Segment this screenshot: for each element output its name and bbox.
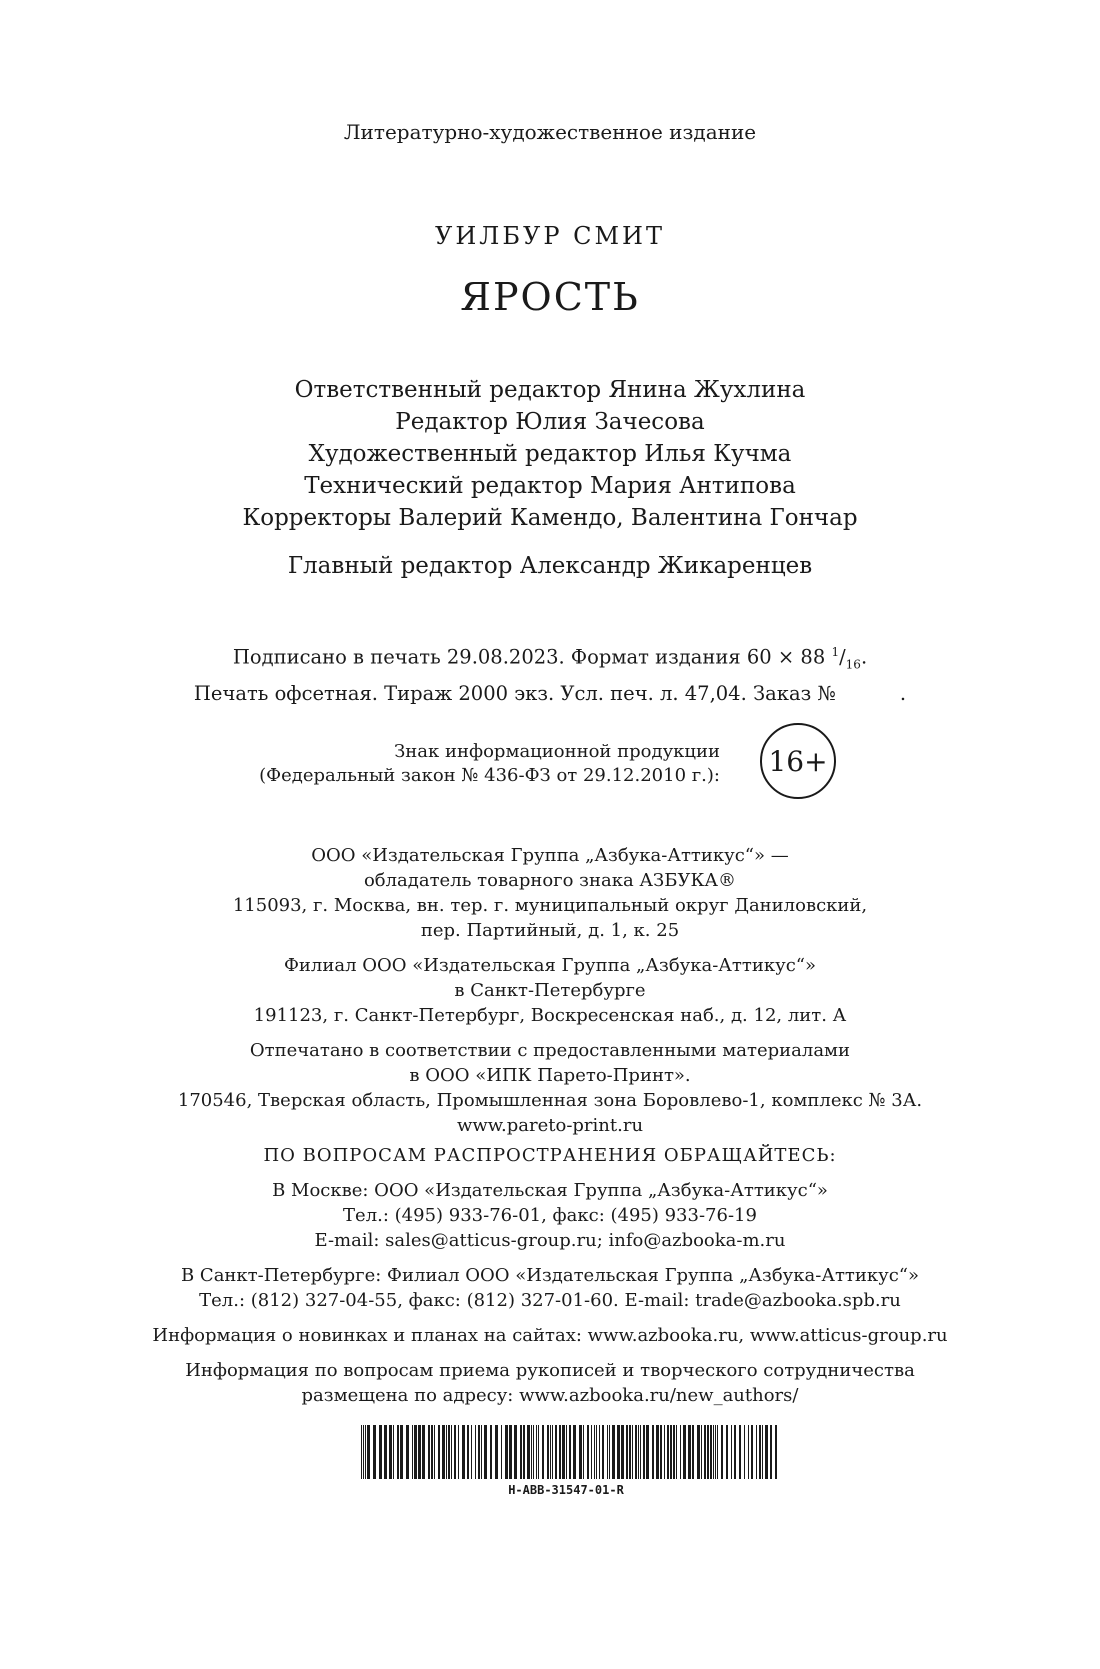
barcode-bar <box>621 1425 624 1479</box>
barcode-bar <box>607 1425 608 1479</box>
publisher-line: пер. Партийный, д. 1, к. 25 <box>420 920 680 941</box>
barcode-bar <box>501 1425 502 1479</box>
barcode-bar <box>555 1425 557 1479</box>
barcode-bar <box>547 1425 549 1479</box>
barcode-bar <box>438 1425 440 1479</box>
spb-contact-line: В Санкт-Петербурге: Филиал ООО «Издательская Группа „Азбука-Аттикус“» <box>180 1265 920 1286</box>
imprint-line-2 <box>0 679 1100 708</box>
barcode-bar <box>562 1425 565 1479</box>
credits-list <box>0 374 1100 534</box>
publisher-line: 115093, г. Москва, вн. тер. г. муниципальный округ Даниловский, <box>232 895 868 916</box>
barcode-bar <box>673 1425 675 1479</box>
barcode-bar <box>393 1425 394 1479</box>
barcode-bar <box>643 1425 645 1479</box>
credit-line: Технический редактор Мария Антипова <box>304 473 796 499</box>
barcode-bar <box>704 1425 706 1479</box>
barcode-bar <box>573 1425 576 1479</box>
barcode-bar <box>596 1425 597 1479</box>
barcode-bar <box>599 1425 600 1479</box>
barcode-bar <box>667 1425 669 1479</box>
edition-type: Литературно-художественное издание <box>343 120 757 144</box>
branch-line: Филиал ООО «Издательская Группа „Азбука-Аттикус“» <box>283 955 816 976</box>
barcode-bar <box>602 1425 604 1479</box>
moscow-contact-line: В Москве: ООО «Издательская Группа „Азбука-Аттикус“» <box>272 1180 828 1201</box>
publisher-line: обладатель товарного знака АЗБУКА® <box>363 870 737 891</box>
barcode-bar <box>520 1425 522 1479</box>
barcode-bar <box>379 1425 382 1479</box>
barcode-bar <box>566 1425 567 1479</box>
barcode-bar <box>744 1425 745 1479</box>
barcode-bar <box>559 1425 561 1479</box>
barcode-bar <box>505 1425 508 1479</box>
barcode-bar <box>542 1425 544 1479</box>
info-sign-text <box>259 740 720 788</box>
barcode-bar <box>389 1425 392 1479</box>
barcode-bar <box>467 1425 469 1479</box>
imprint-format-text: Подписано в печать 29.08.2023. Формат издания 60 × 88 <box>232 645 832 669</box>
barcode-bar <box>552 1425 553 1479</box>
barcode-bar <box>531 1425 532 1479</box>
barcode-bar <box>710 1425 712 1479</box>
barcode-bar <box>656 1425 659 1479</box>
barcode-bar <box>680 1425 681 1479</box>
info-sign-line-2: (Федеральный закон № 436-ФЗ от 29.12.2010 г.): <box>259 765 720 786</box>
barcode-bar <box>652 1425 654 1479</box>
barcode-bar <box>471 1425 472 1479</box>
branch-line: 191123, г. Санкт-Петербург, Воскресенская наб., д. 12, лит. А <box>253 1005 847 1026</box>
barcode-bar <box>569 1425 571 1479</box>
barcode-bar <box>770 1425 772 1479</box>
barcode-bar <box>509 1425 512 1479</box>
barcode-bar <box>638 1425 639 1479</box>
barcode-bar <box>397 1425 399 1479</box>
barcode-bar <box>448 1425 450 1479</box>
barcode-bar <box>676 1425 677 1479</box>
barcode-bar <box>367 1425 370 1479</box>
barcode-bar <box>550 1425 551 1479</box>
spb-contact-line: Тел.: (812) 327-04-55, факс: (812) 327-01-60. E-mail: trade@azbooka.spb.ru <box>199 1290 901 1311</box>
barcode-bar <box>594 1425 595 1479</box>
barcode-bar <box>514 1425 517 1479</box>
barcode-bar <box>715 1425 716 1479</box>
barcode-bar <box>640 1425 641 1479</box>
barcode-bar <box>632 1425 633 1479</box>
news-info-line: Информация о новинках и планах на сайтах: www.azbooka.ru, www.atticus-group.ru <box>152 1325 948 1346</box>
barcode-bar <box>635 1425 637 1479</box>
printer-line: www.pareto-print.ru <box>456 1115 644 1136</box>
barcode-bar <box>361 1425 362 1479</box>
barcode-bar <box>664 1425 665 1479</box>
barcode-bar <box>670 1425 672 1479</box>
barcode-bar <box>451 1425 452 1479</box>
imprint-info <box>0 638 1100 708</box>
barcode-bar <box>533 1425 534 1479</box>
barcode-bar <box>591 1425 592 1479</box>
barcode-bar <box>363 1425 364 1479</box>
barcode-bar <box>697 1425 700 1479</box>
chief-editor: Главный редактор Александр Жикаренцев <box>287 553 813 579</box>
barcode-bar <box>373 1425 376 1479</box>
printer-line: Отпечатано в соответствии с предоставленными материалами <box>249 1040 851 1061</box>
barcode-bar <box>617 1425 620 1479</box>
manuscripts-line: размещена по адресу: www.azbooka.ru/new_authors/ <box>301 1385 799 1406</box>
barcode-bar <box>692 1425 694 1479</box>
barcode-bar <box>384 1425 387 1479</box>
barcode-bar <box>431 1425 433 1479</box>
barcode-bar <box>454 1425 456 1479</box>
barcode-bar <box>713 1425 714 1479</box>
barcode-bar <box>527 1425 530 1479</box>
barcode-bar <box>646 1425 649 1479</box>
barcode-bar <box>626 1425 628 1479</box>
barcode-bar <box>406 1425 409 1479</box>
manuscripts-line: Информация по вопросам приема рукописей и творческого сотрудничества <box>185 1360 915 1381</box>
imprint-line-2-end: . <box>899 682 907 706</box>
barcode-bar <box>475 1425 476 1479</box>
barcode-bar <box>739 1425 741 1479</box>
barcode-bar <box>536 1425 537 1479</box>
barcode-code: H-ABB-31547-01-R <box>508 1483 624 1497</box>
distribution-info <box>0 1143 1100 1408</box>
barcode-bar <box>762 1425 763 1479</box>
barcode-bar <box>523 1425 525 1479</box>
moscow-contact-line: E-mail: sales@atticus-group.ru; info@azbooka-m.ru <box>314 1230 786 1251</box>
barcode-bar <box>731 1425 732 1479</box>
printer-line: 170546, Тверская область, Промышленная зона Боровлево-1, комплекс № 3А. <box>177 1090 923 1111</box>
barcode-bar <box>428 1425 430 1479</box>
fraction-numerator: 1 <box>831 645 840 659</box>
imprint-line-1-end: . <box>860 645 868 669</box>
barcode-bar <box>683 1425 686 1479</box>
info-sign-line-1: Знак информационной продукции <box>394 741 720 762</box>
author-name: УИЛБУР СМИТ <box>435 222 665 250</box>
publisher-line: ООО «Издательская Группа „Азбука-Аттикус“» — <box>311 845 789 866</box>
credit-line: Редактор Юлия Зачесова <box>395 409 705 435</box>
barcode-bar <box>490 1425 492 1479</box>
barcode-bars <box>361 1425 781 1479</box>
credit-line: Корректоры Валерий Камендо, Валентина Гончар <box>242 505 858 531</box>
age-rating-badge: 16+ <box>760 723 836 799</box>
barcode-bar <box>751 1425 753 1479</box>
imprint-line-1 <box>0 638 1100 679</box>
barcode-bar <box>495 1425 498 1479</box>
barcode-bar <box>629 1425 631 1479</box>
barcode-bar <box>775 1425 777 1479</box>
barcode-bar <box>721 1425 723 1479</box>
barcode-bar <box>583 1425 584 1479</box>
branch-line: в Санкт-Петербурге <box>454 980 646 1001</box>
imprint-print-text: Печать офсетная. Тираж 2000 экз. Усл. печ. л. 47,04. Заказ № <box>193 682 836 706</box>
printer-line: в ООО «ИПК Парето-Принт». <box>409 1065 691 1086</box>
barcode-bar <box>481 1425 482 1479</box>
barcode-bar <box>734 1425 736 1479</box>
barcode-bar <box>765 1425 768 1479</box>
barcode-bar <box>688 1425 691 1479</box>
fraction-separator: / <box>839 645 846 669</box>
barcode-bar <box>365 1425 366 1479</box>
barcode-bar <box>748 1425 749 1479</box>
barcode-bar <box>660 1425 662 1479</box>
barcode-bar <box>717 1425 718 1479</box>
barcode-bar <box>462 1425 465 1479</box>
book-title: ЯРОСТЬ <box>460 275 640 319</box>
barcode-bar <box>579 1425 582 1479</box>
barcode-bar <box>726 1425 728 1479</box>
barcode-bar <box>418 1425 421 1479</box>
publisher-info <box>0 843 1100 1138</box>
barcode-bar <box>701 1425 702 1479</box>
barcode-bar <box>442 1425 445 1479</box>
fraction-denominator: 16 <box>845 657 861 672</box>
barcode-bar <box>587 1425 589 1479</box>
barcode-bar <box>422 1425 425 1479</box>
barcode-bar <box>538 1425 539 1479</box>
barcode-bar <box>612 1425 615 1479</box>
barcode-bar <box>414 1425 417 1479</box>
credit-line: Ответственный редактор Янина Жухлина <box>294 377 806 403</box>
barcode-bar <box>759 1425 761 1479</box>
barcode-bar <box>484 1425 487 1479</box>
distribution-heading: ПО ВОПРОСАМ РАСПРОСТРАНЕНИЯ ОБРАЩАЙТЕСЬ: <box>263 1145 837 1166</box>
barcode-bar <box>434 1425 435 1479</box>
barcode-bar <box>458 1425 459 1479</box>
barcode-bar <box>707 1425 709 1479</box>
barcode-bar <box>412 1425 413 1479</box>
barcode-bar <box>609 1425 610 1479</box>
moscow-contact-line: Тел.: (495) 933-76-01, факс: (495) 933-76-19 <box>343 1205 757 1226</box>
barcode-bar <box>446 1425 447 1479</box>
barcode-bar <box>478 1425 480 1479</box>
credit-line: Художественный редактор Илья Кучма <box>308 441 792 467</box>
barcode <box>361 1425 781 1497</box>
barcode-bar <box>756 1425 757 1479</box>
barcode-bar <box>400 1425 403 1479</box>
